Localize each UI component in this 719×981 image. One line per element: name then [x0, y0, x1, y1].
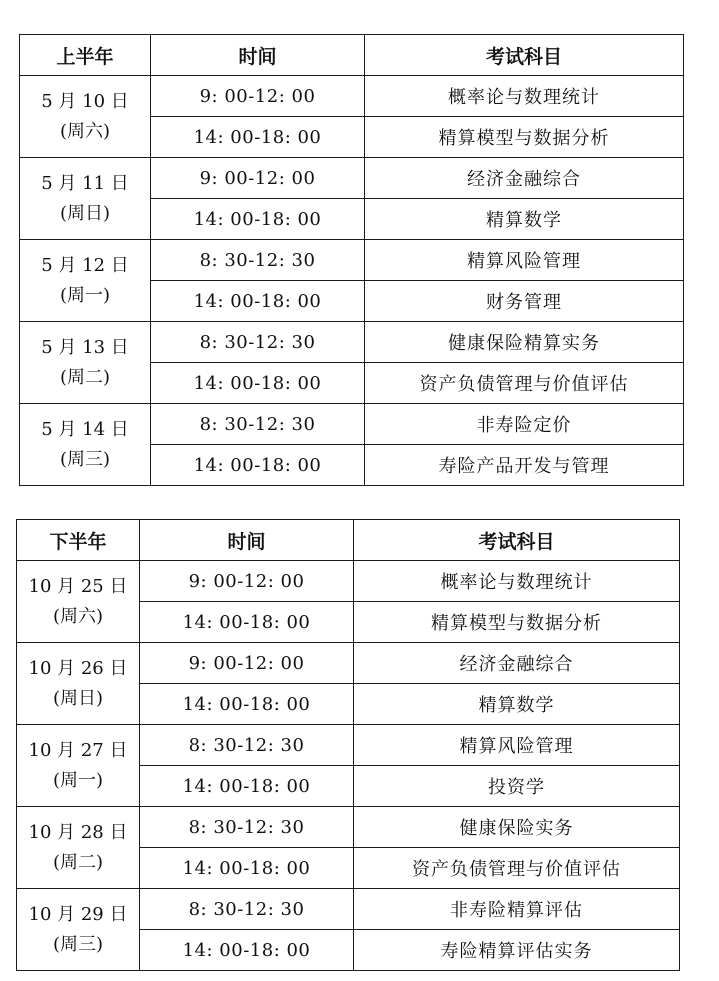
date-cell	[20, 158, 151, 240]
session-subject: 概率论与数理统计	[365, 76, 684, 117]
session-time: 8: 30-12: 30	[151, 240, 365, 281]
session-time: 14: 00-18: 00	[151, 281, 365, 322]
date-cell	[17, 807, 140, 889]
exam-weekday: (周三)	[59, 448, 111, 470]
session-subject: 寿险产品开发与管理	[365, 445, 684, 486]
exam-weekday: (周一)	[59, 284, 111, 306]
session-subject: 非寿险精算评估	[354, 889, 680, 930]
session-time: 14: 00-18: 00	[140, 602, 354, 643]
session-subject: 非寿险定价	[365, 404, 684, 445]
session-subject: 寿险精算评估实务	[354, 930, 680, 971]
session-time: 9: 00-12: 00	[140, 561, 354, 602]
header-subject: 考试科目	[365, 35, 684, 76]
session-subject: 经济金融综合	[354, 643, 680, 684]
table-row	[17, 807, 680, 848]
header-time: 时间	[151, 35, 365, 76]
session-subject: 投资学	[354, 766, 680, 807]
session-time: 14: 00-18: 00	[140, 684, 354, 725]
date-cell	[17, 643, 140, 725]
exam-weekday: (周三)	[52, 933, 104, 955]
session-subject: 精算模型与数据分析	[365, 117, 684, 158]
exam-date: 5 月 14 日	[41, 418, 129, 440]
session-time: 8: 30-12: 30	[140, 889, 354, 930]
exam-date: 5 月 11 日	[41, 172, 129, 194]
header-subject: 考试科目	[354, 520, 680, 561]
session-subject: 资产负债管理与价值评估	[365, 363, 684, 404]
session-time: 9: 00-12: 00	[151, 158, 365, 199]
session-subject: 概率论与数理统计	[354, 561, 680, 602]
header-period: 上半年	[20, 35, 151, 76]
table-row	[17, 889, 680, 930]
session-time: 8: 30-12: 30	[140, 807, 354, 848]
exam-weekday: (周日)	[59, 202, 111, 224]
exam-weekday: (周二)	[59, 366, 111, 388]
table-row	[20, 322, 684, 363]
table-row	[20, 76, 684, 117]
session-subject: 精算模型与数据分析	[354, 602, 680, 643]
session-time: 14: 00-18: 00	[151, 363, 365, 404]
exam-date: 10 月 26 日	[28, 657, 128, 679]
session-subject: 财务管理	[365, 281, 684, 322]
session-time: 14: 00-18: 00	[140, 930, 354, 971]
session-subject: 经济金融综合	[365, 158, 684, 199]
session-time: 9: 00-12: 00	[140, 643, 354, 684]
exam-date: 10 月 29 日	[28, 903, 128, 925]
header-period: 下半年	[17, 520, 140, 561]
session-subject: 精算风险管理	[365, 240, 684, 281]
session-time: 14: 00-18: 00	[151, 445, 365, 486]
table-row	[17, 725, 680, 766]
session-subject: 健康保险实务	[354, 807, 680, 848]
header-time: 时间	[140, 520, 354, 561]
session-time: 14: 00-18: 00	[140, 766, 354, 807]
date-cell	[20, 76, 151, 158]
date-cell	[17, 889, 140, 971]
date-cell	[20, 240, 151, 322]
exam-weekday: (周一)	[52, 769, 104, 791]
date-cell	[17, 561, 140, 643]
exam-date: 5 月 12 日	[41, 254, 129, 276]
session-subject: 精算数学	[365, 199, 684, 240]
session-subject: 精算数学	[354, 684, 680, 725]
session-time: 14: 00-18: 00	[140, 848, 354, 889]
date-cell	[17, 725, 140, 807]
exam-weekday: (周二)	[52, 851, 104, 873]
table-header-row	[20, 35, 684, 76]
session-time: 8: 30-12: 30	[151, 404, 365, 445]
session-time: 9: 00-12: 00	[151, 76, 365, 117]
table-row	[20, 240, 684, 281]
exam-weekday: (周六)	[59, 120, 111, 142]
table-row	[17, 561, 680, 602]
table-header-row	[17, 520, 680, 561]
exam-date: 10 月 28 日	[28, 821, 128, 843]
table-row	[20, 404, 684, 445]
exam-weekday: (周日)	[52, 687, 104, 709]
table-row	[17, 643, 680, 684]
first-half-schedule-table	[19, 34, 684, 486]
exam-date: 5 月 10 日	[41, 90, 129, 112]
exam-date: 5 月 13 日	[41, 336, 129, 358]
session-time: 8: 30-12: 30	[151, 322, 365, 363]
session-time: 14: 00-18: 00	[151, 117, 365, 158]
session-subject: 资产负债管理与价值评估	[354, 848, 680, 889]
table-row	[20, 158, 684, 199]
session-time: 8: 30-12: 30	[140, 725, 354, 766]
date-cell	[20, 322, 151, 404]
session-subject: 精算风险管理	[354, 725, 680, 766]
exam-date: 10 月 27 日	[28, 739, 128, 761]
exam-weekday: (周六)	[52, 605, 104, 627]
session-time: 14: 00-18: 00	[151, 199, 365, 240]
exam-date: 10 月 25 日	[28, 575, 128, 597]
date-cell	[20, 404, 151, 486]
second-half-schedule-table	[16, 519, 680, 971]
session-subject: 健康保险精算实务	[365, 322, 684, 363]
